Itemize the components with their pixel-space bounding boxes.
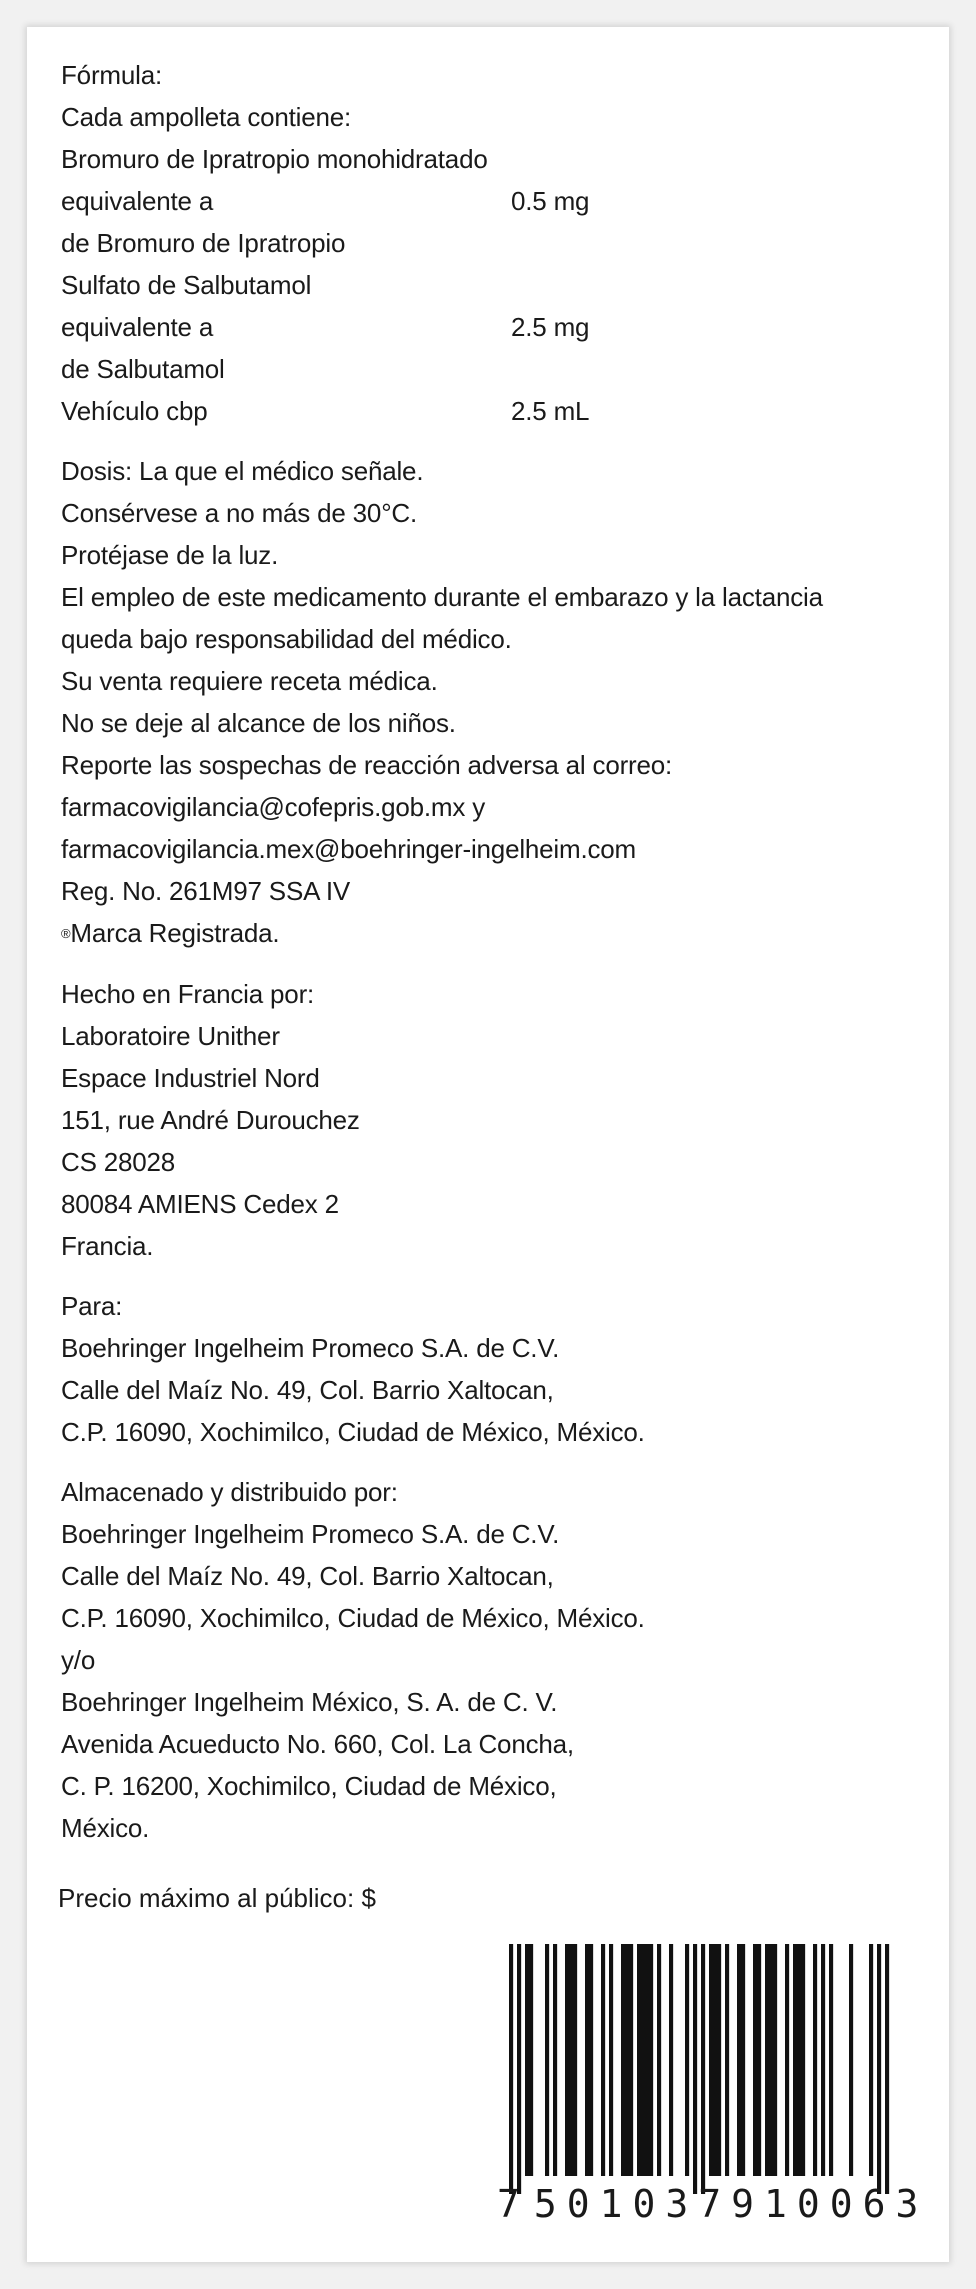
formula-row	[61, 222, 921, 264]
formula-row-amount: 0.5 mg	[511, 186, 590, 216]
instruction-line: queda bajo responsabilidad del médico.	[61, 624, 512, 654]
formula-row-text: Sulfato de Salbutamol	[61, 270, 312, 300]
barcode-bar	[629, 1944, 633, 2176]
barcode-bar	[553, 1944, 557, 2176]
barcode-bar	[589, 1944, 593, 2176]
barcode-bar	[609, 1944, 613, 2176]
barcode-bar	[785, 1944, 789, 2176]
barcode-bar	[685, 1944, 689, 2176]
formula-intro: Cada ampolleta contiene:	[61, 102, 352, 132]
barcode-bar	[757, 1944, 761, 2176]
package-label	[27, 27, 949, 2262]
barcode-guard-bar	[877, 1944, 881, 2194]
formula-row-amount: 2.5 mL	[511, 396, 590, 426]
for-line: Boehringer Ingelheim Promeco S.A. de C.V.	[61, 1333, 560, 1363]
instruction-line: Protéjase de la luz.	[61, 540, 279, 570]
barcode-bar	[725, 1944, 729, 2176]
trademark-note	[61, 912, 921, 955]
formula-row-text: Vehículo cbp	[61, 396, 208, 426]
distributor-line: Calle del Maíz No. 49, Col. Barrio Xaltocan,	[61, 1561, 554, 1591]
manufacturer-line: Francia.	[61, 1231, 154, 1261]
barcode-bar	[625, 1944, 629, 2176]
distributor-line: C.P. 16090, Xochimilco, Ciudad de México, México.	[61, 1603, 645, 1633]
formula-row	[61, 306, 921, 348]
instruction-line: El empleo de este medicamento durante el embarazo y la lactancia	[61, 582, 823, 612]
distributor-heading: Almacenado y distribuido por:	[61, 1477, 398, 1507]
barcode-bar	[717, 1944, 721, 2176]
barcode-guard-bar	[885, 1944, 889, 2194]
manufacturer-line: 151, rue André Durouchez	[61, 1105, 360, 1135]
barcode-guard-bar	[517, 1944, 521, 2194]
barcode-bar	[525, 1944, 529, 2176]
formula-row-text: Bromuro de Ipratropio monohidratado	[61, 144, 488, 174]
formula-row	[61, 180, 921, 222]
label-text	[61, 54, 921, 1849]
registered-mark: ®	[61, 926, 71, 941]
formula-row-text: equivalente a	[61, 186, 214, 216]
distributor-line: México.	[61, 1813, 150, 1843]
manufacturer-line: 80084 AMIENS Cedex 2	[61, 1189, 339, 1219]
barcode-left-group: 501037	[533, 2182, 732, 2226]
barcode-bar	[545, 1944, 549, 2176]
distributor-line: y/o	[61, 1645, 96, 1675]
barcode-bar	[641, 1944, 645, 2176]
barcode-leading-digit: 7	[497, 2182, 520, 2226]
trademark-text: Marca Registrada.	[70, 918, 280, 948]
distributor-line: Boehringer Ingelheim Promeco S.A. de C.V.	[61, 1519, 560, 1549]
email-boehringer: farmacovigilancia.mex@boehringer-ingelheim.com	[61, 834, 637, 864]
barcode-bar	[797, 1944, 801, 2176]
barcode-bar	[573, 1944, 577, 2176]
formula-row-text: equivalente a	[61, 312, 214, 342]
barcode-guard-bar	[701, 1944, 705, 2194]
manufacturer-heading: Hecho en Francia por:	[61, 979, 315, 1009]
formula-row	[61, 264, 921, 306]
barcode-bar	[753, 1944, 757, 2176]
barcode-bar	[869, 1944, 873, 2176]
barcode-bars	[497, 1944, 897, 2194]
barcode	[497, 1944, 897, 2220]
barcode-bar	[801, 1944, 805, 2176]
formula-row-text: de Salbutamol	[61, 354, 225, 384]
registration-number: Reg. No. 261M97 SSA IV	[61, 876, 350, 906]
instruction-line: Su venta requiere receta médica.	[61, 666, 438, 696]
barcode-bar	[769, 1944, 773, 2176]
barcode-guard-bar	[693, 1944, 697, 2194]
max-price: Precio máximo al público: $	[58, 1883, 376, 1913]
barcode-right-group: 910063	[731, 2182, 929, 2226]
for-line: C.P. 16090, Xochimilco, Ciudad de México, México.	[61, 1417, 645, 1447]
formula-row	[61, 348, 921, 390]
barcode-bar	[821, 1944, 825, 2176]
barcode-bar	[601, 1944, 605, 2176]
barcode-number	[497, 2182, 929, 2226]
barcode-bar	[645, 1944, 649, 2176]
barcode-guard-bar	[509, 1944, 513, 2194]
formula-row-text: de Bromuro de Ipratropio	[61, 228, 346, 258]
barcode-bar	[657, 1944, 661, 2176]
barcode-bar	[621, 1944, 625, 2176]
barcode-bar	[849, 1944, 853, 2176]
barcode-bar	[569, 1944, 573, 2176]
barcode-bar	[565, 1944, 569, 2176]
instruction-line: No se deje al alcance de los niños.	[61, 708, 456, 738]
formula-row-amount: 2.5 mg	[511, 312, 590, 342]
barcode-bar	[765, 1944, 769, 2176]
barcode-bar	[773, 1944, 777, 2176]
barcode-bar	[529, 1944, 533, 2176]
barcode-bar	[669, 1944, 673, 2176]
instruction-line: Reporte las sospechas de reacción adversa al correo:	[61, 750, 673, 780]
instruction-line: Consérvese a no más de 30°C.	[61, 498, 417, 528]
for-line: Calle del Maíz No. 49, Col. Barrio Xaltocan,	[61, 1375, 554, 1405]
barcode-bar	[741, 1944, 745, 2176]
barcode-bar	[813, 1944, 817, 2176]
distributor-line: Boehringer Ingelheim México, S. A. de C. V.	[61, 1687, 558, 1717]
barcode-bar	[585, 1944, 589, 2176]
barcode-bar	[737, 1944, 741, 2176]
barcode-bar	[829, 1944, 833, 2176]
manufacturer-line: Laboratoire Unither	[61, 1021, 280, 1051]
barcode-bar	[709, 1944, 713, 2176]
formula-row	[61, 138, 921, 180]
barcode-bar	[637, 1944, 641, 2176]
for-heading: Para:	[61, 1291, 123, 1321]
formula-title: Fórmula:	[61, 60, 162, 90]
formula-row	[61, 390, 921, 432]
email-cofepris: farmacovigilancia@cofepris.gob.mx y	[61, 792, 486, 822]
manufacturer-line: CS 28028	[61, 1147, 176, 1177]
instruction-line: Dosis: La que el médico señale.	[61, 456, 424, 486]
manufacturer-line: Espace Industriel Nord	[61, 1063, 320, 1093]
distributor-line: Avenida Acueducto No. 660, Col. La Concha,	[61, 1729, 574, 1759]
barcode-bar	[793, 1944, 797, 2176]
barcode-bar	[713, 1944, 717, 2176]
barcode-bar	[649, 1944, 653, 2176]
distributor-line: C. P. 16200, Xochimilco, Ciudad de México,	[61, 1771, 557, 1801]
